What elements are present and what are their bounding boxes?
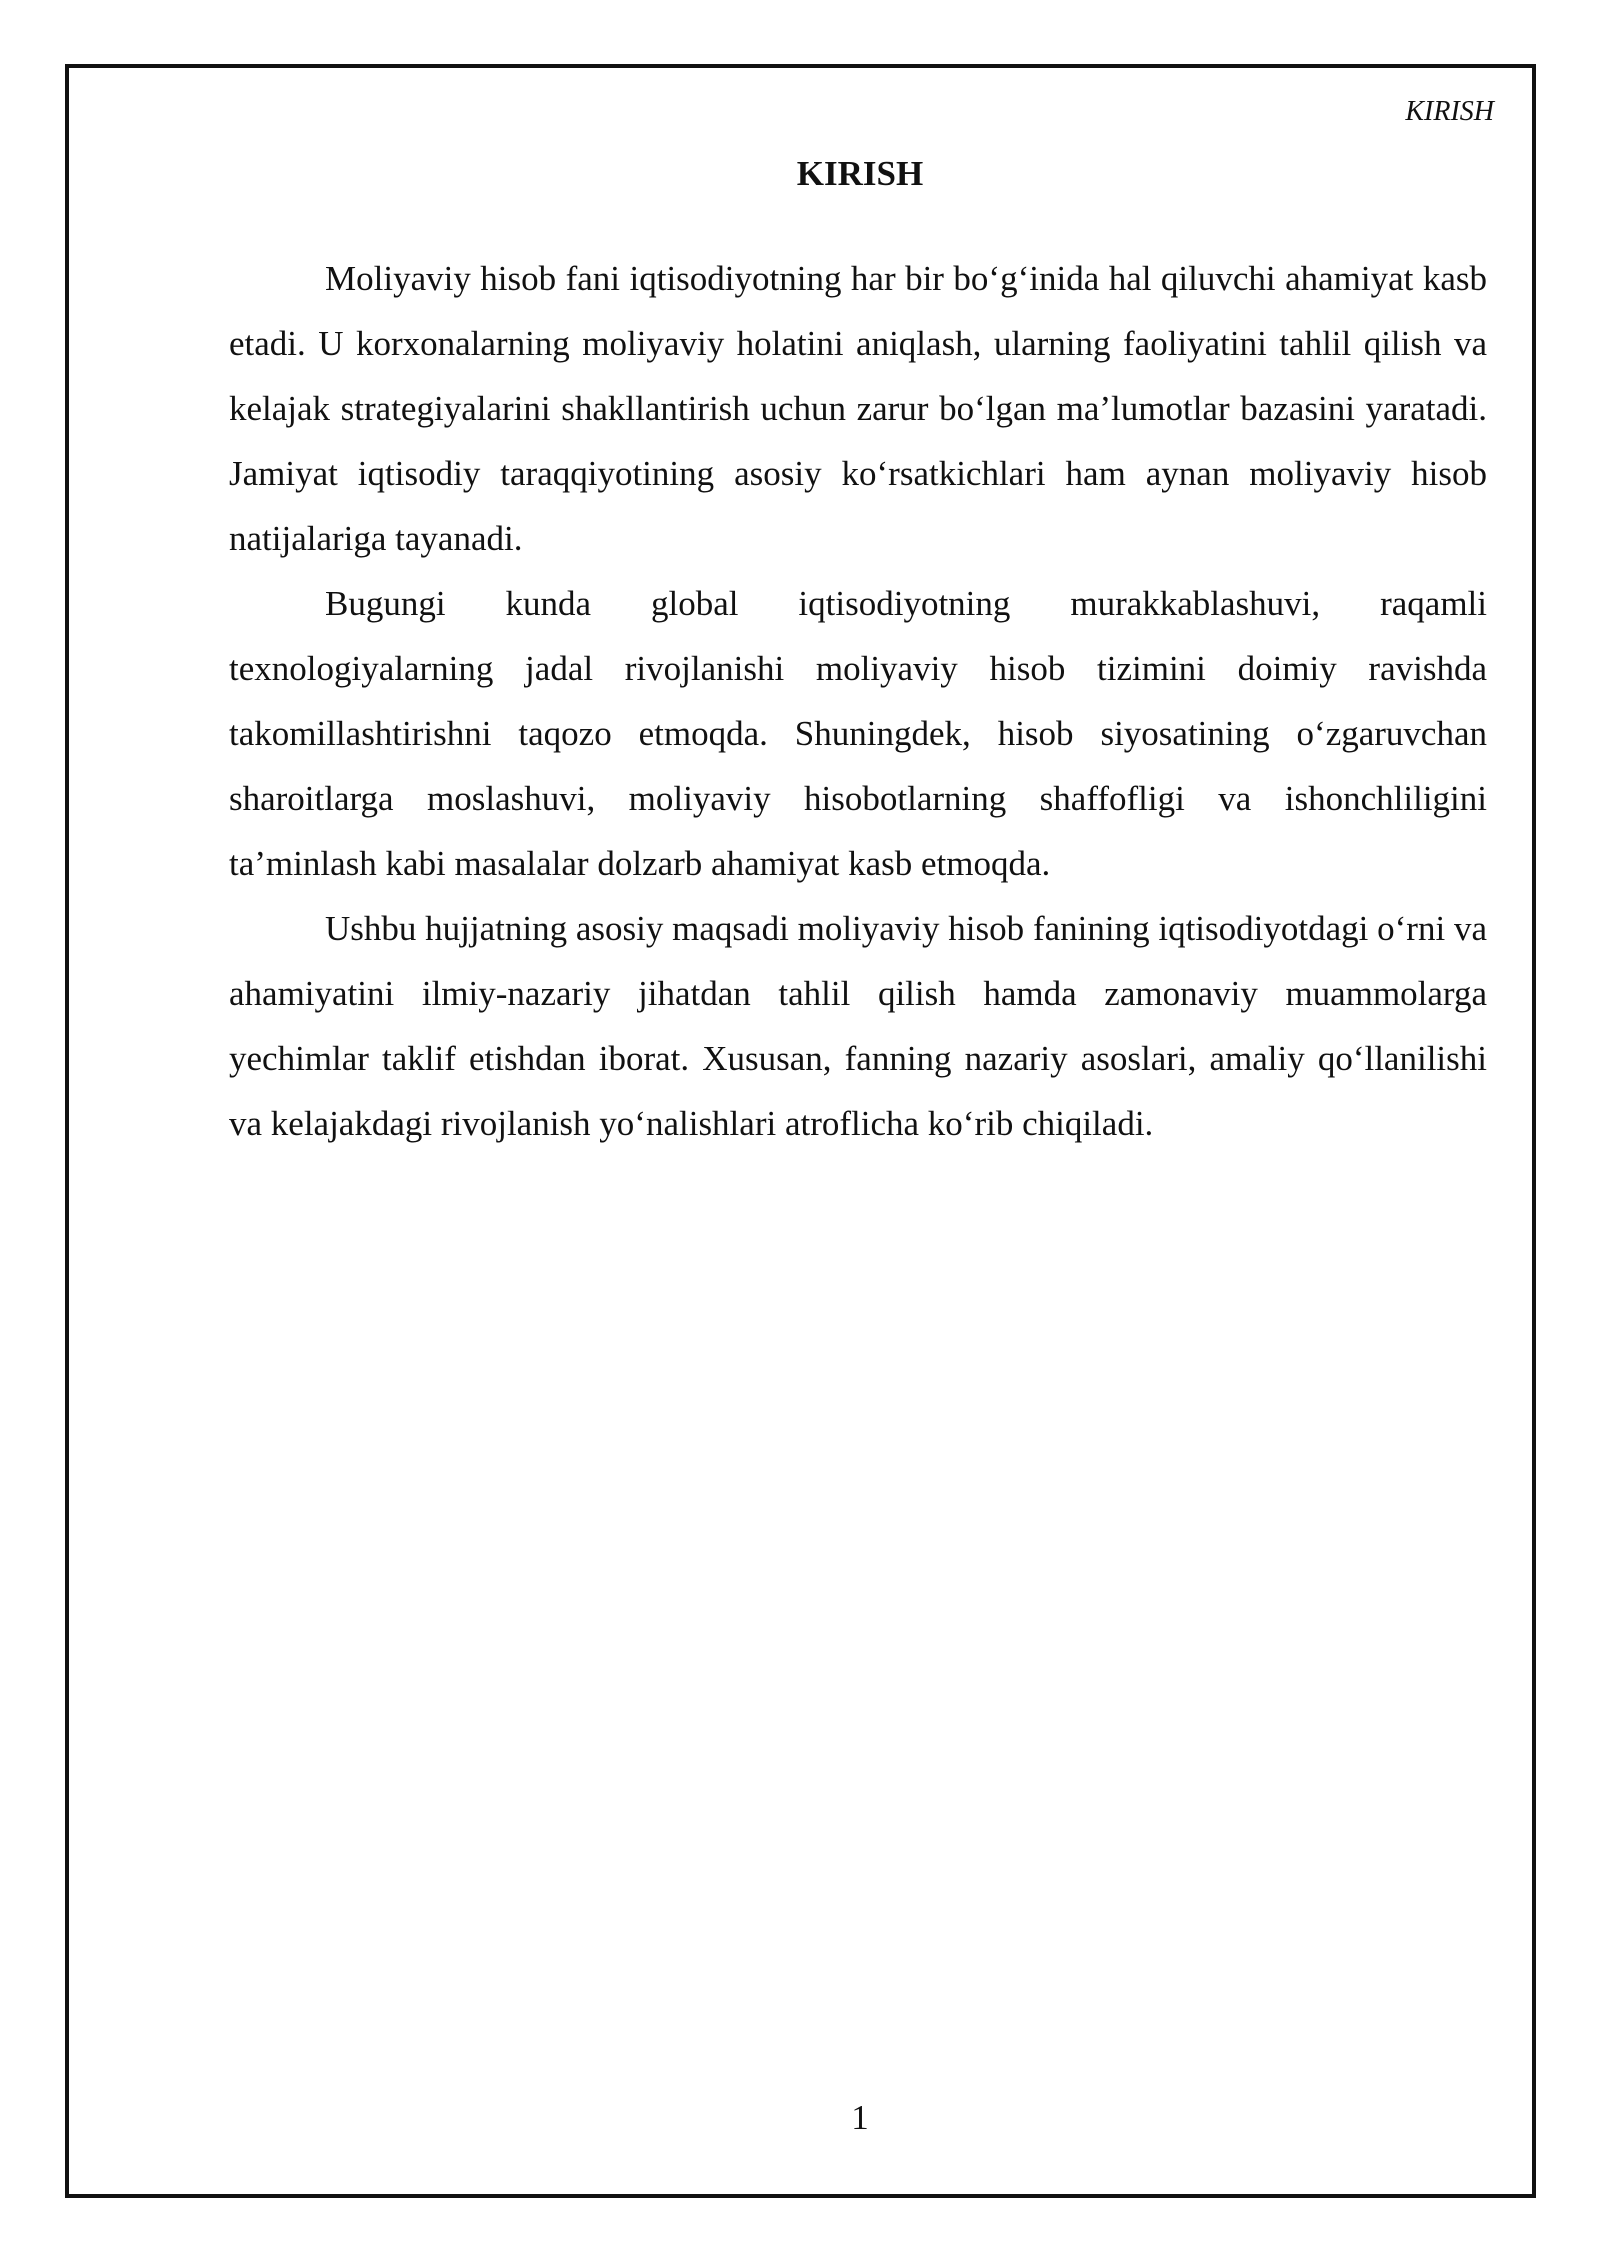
- running-header: KIRISH: [1405, 96, 1494, 127]
- document-body: [229, 246, 1487, 1156]
- paragraph: Bugungi kunda global iqtisodiyotning murakkablashuvi, raqamli texnologiyalarning jadal rivojlanishi moliyaviy hisob tizimini doimiy ravishda takomillashtirishni taqozo etmoqda. Shuningdek, hisob siyosatining o‘zgaruvchan sharoitlarga moslashuvi, moliyaviy hisobotlarning shaffofligi va ishonchliligini ta’minlash kabi masalalar dolzarb ahamiyat kasb etmoqda.: [229, 584, 1487, 883]
- paragraph: Ushbu hujjatning asosiy maqsadi moliyaviy hisob fanining iqtisodiyotdagi o‘rni va ahamiyatini ilmiy-nazariy jihatdan tahlil qilish hamda zamonaviy muammolarga yechimlar taklif etishdan iborat. Xususan, fanning nazariy asoslari, amaliy qo‘llanilishi va kelajakdagi rivojlanish yo‘nalishlari atroflicha ko‘rib chiqiladi.: [229, 909, 1487, 1143]
- paragraph: Moliyaviy hisob fani iqtisodiyotning har bir bo‘g‘inida hal qiluvchi ahamiyat kasb etadi. U korxonalarning moliyaviy holatini aniqlash, ularning faoliyatini tahlil qilish va kelajak strategiyalarini shakllantirish uchun zarur bo‘lgan ma’lumotlar bazasini yaratadi. Jamiyat iqtisodiy taraqqiyotining asosiy ko‘rsatkichlari ham aynan moliyaviy hisob natijalariga tayanadi.: [229, 259, 1487, 558]
- page-number: 1: [851, 2098, 869, 2137]
- document-title: KIRISH: [796, 154, 924, 193]
